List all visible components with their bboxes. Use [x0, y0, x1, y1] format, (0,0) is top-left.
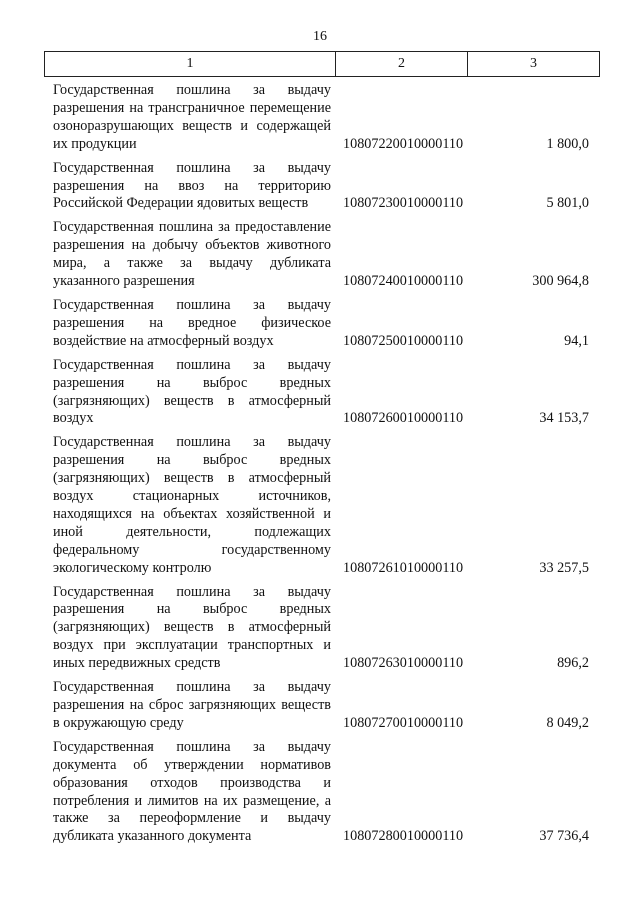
table-body — [53, 82, 598, 852]
budget-code: 10807280010000110 — [343, 828, 464, 845]
budget-code: 10807261010000110 — [343, 559, 464, 576]
fee-amount: 33 257,5 — [539, 559, 589, 576]
fee-name: Государственная пошлина за выдачу разрешения на ввоз на территорию Российской Федерации ядовитых веществ — [53, 159, 331, 212]
table-row — [53, 82, 598, 154]
table-row — [53, 739, 598, 846]
fee-amount: 1 800,0 — [546, 135, 589, 152]
fee-amount: 896,2 — [557, 655, 589, 672]
table-header — [44, 51, 600, 77]
fee-name: Государственная пошлина за предоставление разрешения на добычу объектов животного мира, а также за выдачу дубликата указанного разрешения — [53, 219, 331, 290]
table-row — [53, 584, 598, 674]
fee-name: Государственная пошлина за выдачу разрешения на трансграничное перемещение озоноразрушающих веществ и содержащей их продукции — [53, 82, 331, 152]
budget-code: 10807270010000110 — [343, 714, 464, 731]
fee-amount: 94,1 — [564, 332, 589, 349]
fee-name: Государственная пошлина за выдачу разрешения на вредное физическое воздействие на атмосферный воздух — [53, 296, 331, 349]
table-row — [53, 434, 598, 577]
fee-name: Государственная пошлина за выдачу разрешения на выброс вредных (загрязняющих) веществ в атмосферный воздух при эксплуатации транспортных и иных передвижных средств — [53, 583, 331, 672]
fee-name: Государственная пошлина за выдачу разрешения на сброс загрязняющих веществ в окружающую среду — [53, 679, 331, 731]
fee-amount: 34 153,7 — [539, 410, 589, 427]
fee-amount: 8 049,2 — [546, 714, 589, 731]
budget-code: 10807260010000110 — [343, 410, 464, 427]
fee-name: Государственная пошлина за выдачу документа об утверждении нормативов образования отходов производства и потребления и лимитов на их размещение, а также за переоформление и выдачу дубликата указанного документа — [53, 738, 331, 845]
header-col-2: 2 — [336, 52, 468, 76]
budget-code: 10807250010000110 — [343, 332, 464, 349]
header-col-1: 1 — [45, 52, 336, 76]
budget-code: 10807230010000110 — [343, 195, 464, 212]
table-row — [53, 679, 598, 733]
fee-name: Государственная пошлина за выдачу разрешения на выброс вредных (загрязняющих) веществ в атмосферный воздух — [53, 356, 331, 427]
fee-amount: 37 736,4 — [539, 828, 589, 845]
fee-amount: 5 801,0 — [546, 195, 589, 212]
fee-name: Государственная пошлина за выдачу разрешения на выброс вредных (загрязняющих) веществ в атмосферный воздух стационарных источников, находящихся на объектах хозяйственной и иной деятельности, подлежащих федеральному государственному экологическому контролю — [53, 434, 331, 576]
fee-amount: 300 964,8 — [532, 273, 589, 290]
page-number: 16 — [313, 29, 327, 44]
budget-code: 10807263010000110 — [343, 655, 464, 672]
budget-code: 10807220010000110 — [343, 135, 464, 152]
table-row — [53, 297, 598, 351]
table-row — [53, 219, 598, 291]
table-row — [53, 160, 598, 214]
table-row — [53, 357, 598, 429]
budget-code: 10807240010000110 — [343, 273, 464, 290]
header-col-3: 3 — [530, 56, 537, 71]
